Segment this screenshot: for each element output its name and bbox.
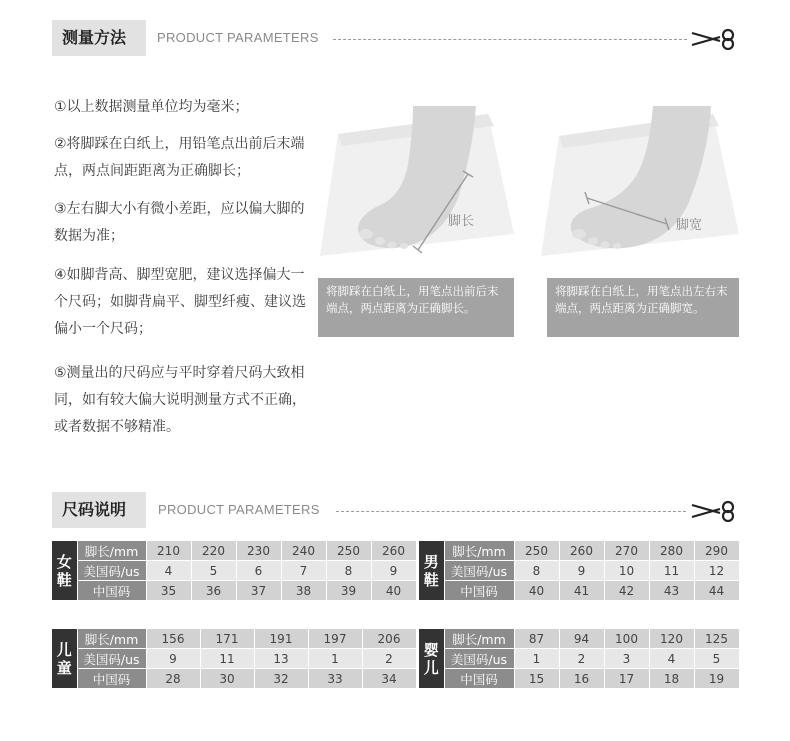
table-cell: 33 bbox=[308, 669, 362, 689]
table-cell: 270 bbox=[604, 541, 649, 561]
table-cell: 250 bbox=[514, 541, 559, 561]
table-row bbox=[419, 649, 739, 669]
table-row bbox=[52, 669, 416, 689]
table-cell: 9 bbox=[559, 561, 604, 581]
table-cell: 44 bbox=[694, 581, 739, 601]
table-cell: 1 bbox=[514, 649, 559, 669]
table-cell: 290 bbox=[694, 541, 739, 561]
table-cell: 11 bbox=[649, 561, 694, 581]
table-cell: 18 bbox=[649, 669, 694, 689]
table-cell: 197 bbox=[308, 629, 362, 649]
table-cell: 15 bbox=[514, 669, 559, 689]
table-cell: 87 bbox=[514, 629, 559, 649]
measure-step: ②将脚踩在白纸上，用铅笔点出前后末端点，两点间距距离为正确脚长； bbox=[54, 136, 305, 179]
table-row bbox=[419, 629, 739, 649]
table-row bbox=[52, 541, 416, 561]
table-cell: 3 bbox=[604, 649, 649, 669]
table-cell: 4 bbox=[146, 561, 191, 581]
table-row bbox=[419, 541, 739, 561]
table-cell: 100 bbox=[604, 629, 649, 649]
row-label: 脚长/mm bbox=[444, 541, 514, 561]
row-label: 中国码 bbox=[444, 581, 514, 601]
table-cell: 32 bbox=[254, 669, 308, 689]
scissors-icon bbox=[690, 28, 738, 50]
table-row bbox=[419, 581, 739, 601]
table-cell: 210 bbox=[146, 541, 191, 561]
foot-length-caption: 将脚踩在白纸上，用笔点出前后末端点，两点距离为正确脚长。 bbox=[318, 278, 514, 337]
measure-step: ④如脚背高、脚型宽肥，建议选择偏大一个尺码；如脚背扁平、脚型纤瘦、建议选偏小一个尺码； bbox=[54, 267, 306, 337]
row-label: 美国码/us bbox=[77, 561, 146, 581]
table-cell: 36 bbox=[191, 581, 236, 601]
table-cell: 191 bbox=[254, 629, 308, 649]
size-section-title: 尺码说明 bbox=[52, 492, 146, 528]
table-category: 男鞋 bbox=[419, 541, 444, 601]
table-cell: 2 bbox=[559, 649, 604, 669]
table-cell: 40 bbox=[514, 581, 559, 601]
foot-length-illustration bbox=[318, 106, 514, 280]
scissors-icon bbox=[690, 500, 738, 522]
table-cell: 28 bbox=[146, 669, 200, 689]
table-cell: 260 bbox=[559, 541, 604, 561]
table-cell: 30 bbox=[200, 669, 254, 689]
table-cell: 41 bbox=[559, 581, 604, 601]
size-table-men bbox=[419, 541, 740, 601]
foot-length-label: 脚长 bbox=[448, 214, 475, 229]
row-label: 美国码/us bbox=[77, 649, 146, 669]
table-cell: 5 bbox=[694, 649, 739, 669]
table-cell: 260 bbox=[371, 541, 416, 561]
row-label: 中国码 bbox=[77, 669, 146, 689]
table-row bbox=[52, 581, 416, 601]
table-cell: 17 bbox=[604, 669, 649, 689]
table-category: 女鞋 bbox=[52, 541, 77, 601]
table-category: 儿童 bbox=[52, 629, 77, 689]
table-cell: 11 bbox=[200, 649, 254, 669]
table-cell: 2 bbox=[362, 649, 416, 669]
table-cell: 240 bbox=[281, 541, 326, 561]
table-cell: 125 bbox=[694, 629, 739, 649]
table-cell: 7 bbox=[281, 561, 326, 581]
row-label: 美国码/us bbox=[444, 561, 514, 581]
table-cell: 230 bbox=[236, 541, 281, 561]
table-cell: 19 bbox=[694, 669, 739, 689]
row-label: 脚长/mm bbox=[444, 629, 514, 649]
table-cell: 9 bbox=[146, 649, 200, 669]
table-cell: 38 bbox=[281, 581, 326, 601]
table-row bbox=[52, 629, 416, 649]
row-label: 中国码 bbox=[444, 669, 514, 689]
table-cell: 42 bbox=[604, 581, 649, 601]
row-label: 脚长/mm bbox=[77, 629, 146, 649]
table-cell: 280 bbox=[649, 541, 694, 561]
table-cell: 34 bbox=[362, 669, 416, 689]
table-cell: 1 bbox=[308, 649, 362, 669]
table-row bbox=[52, 561, 416, 581]
table-cell: 4 bbox=[649, 649, 694, 669]
divider bbox=[333, 39, 687, 40]
table-cell: 120 bbox=[649, 629, 694, 649]
size-table-infant bbox=[419, 629, 740, 689]
table-cell: 8 bbox=[514, 561, 559, 581]
table-cell: 8 bbox=[326, 561, 371, 581]
table-cell: 220 bbox=[191, 541, 236, 561]
measure-step: ⑤测量出的尺码应与平时穿着尺码大致相同，如有较大偏大说明测量方式不正确，或者数据不够精准。 bbox=[54, 365, 306, 435]
foot-width-caption: 将脚踩在白纸上，用笔点出左右末端点，两点距离为正确脚宽。 bbox=[547, 278, 739, 337]
measure-step: ③左右脚大小有微小差距，应以偏大脚的数据为准； bbox=[54, 201, 305, 244]
table-row bbox=[419, 669, 739, 689]
table-cell: 43 bbox=[649, 581, 694, 601]
foot-width-illustration bbox=[541, 106, 739, 280]
table-cell: 250 bbox=[326, 541, 371, 561]
table-cell: 206 bbox=[362, 629, 416, 649]
table-cell: 40 bbox=[371, 581, 416, 601]
table-cell: 6 bbox=[236, 561, 281, 581]
size-section-subtitle: PRODUCT PARAMETERS bbox=[158, 502, 320, 517]
row-label: 中国码 bbox=[77, 581, 146, 601]
table-row bbox=[419, 561, 739, 581]
table-cell: 37 bbox=[236, 581, 281, 601]
table-cell: 12 bbox=[694, 561, 739, 581]
table-cell: 171 bbox=[200, 629, 254, 649]
row-label: 脚长/mm bbox=[77, 541, 146, 561]
table-row bbox=[52, 649, 416, 669]
table-category: 婴儿 bbox=[419, 629, 444, 689]
measure-section-title: 测量方法 bbox=[52, 20, 146, 56]
size-table-children bbox=[52, 629, 417, 689]
table-cell: 156 bbox=[146, 629, 200, 649]
table-cell: 13 bbox=[254, 649, 308, 669]
table-cell: 94 bbox=[559, 629, 604, 649]
row-label: 美国码/us bbox=[444, 649, 514, 669]
table-cell: 5 bbox=[191, 561, 236, 581]
measure-step: ①以上数据测量单位均为毫米； bbox=[54, 99, 249, 115]
size-table-women bbox=[52, 541, 417, 601]
table-cell: 39 bbox=[326, 581, 371, 601]
table-cell: 16 bbox=[559, 669, 604, 689]
divider bbox=[336, 511, 686, 512]
table-cell: 9 bbox=[371, 561, 416, 581]
table-cell: 10 bbox=[604, 561, 649, 581]
measure-section-subtitle: PRODUCT PARAMETERS bbox=[157, 30, 319, 45]
foot-width-label: 脚宽 bbox=[676, 218, 703, 233]
table-cell: 35 bbox=[146, 581, 191, 601]
